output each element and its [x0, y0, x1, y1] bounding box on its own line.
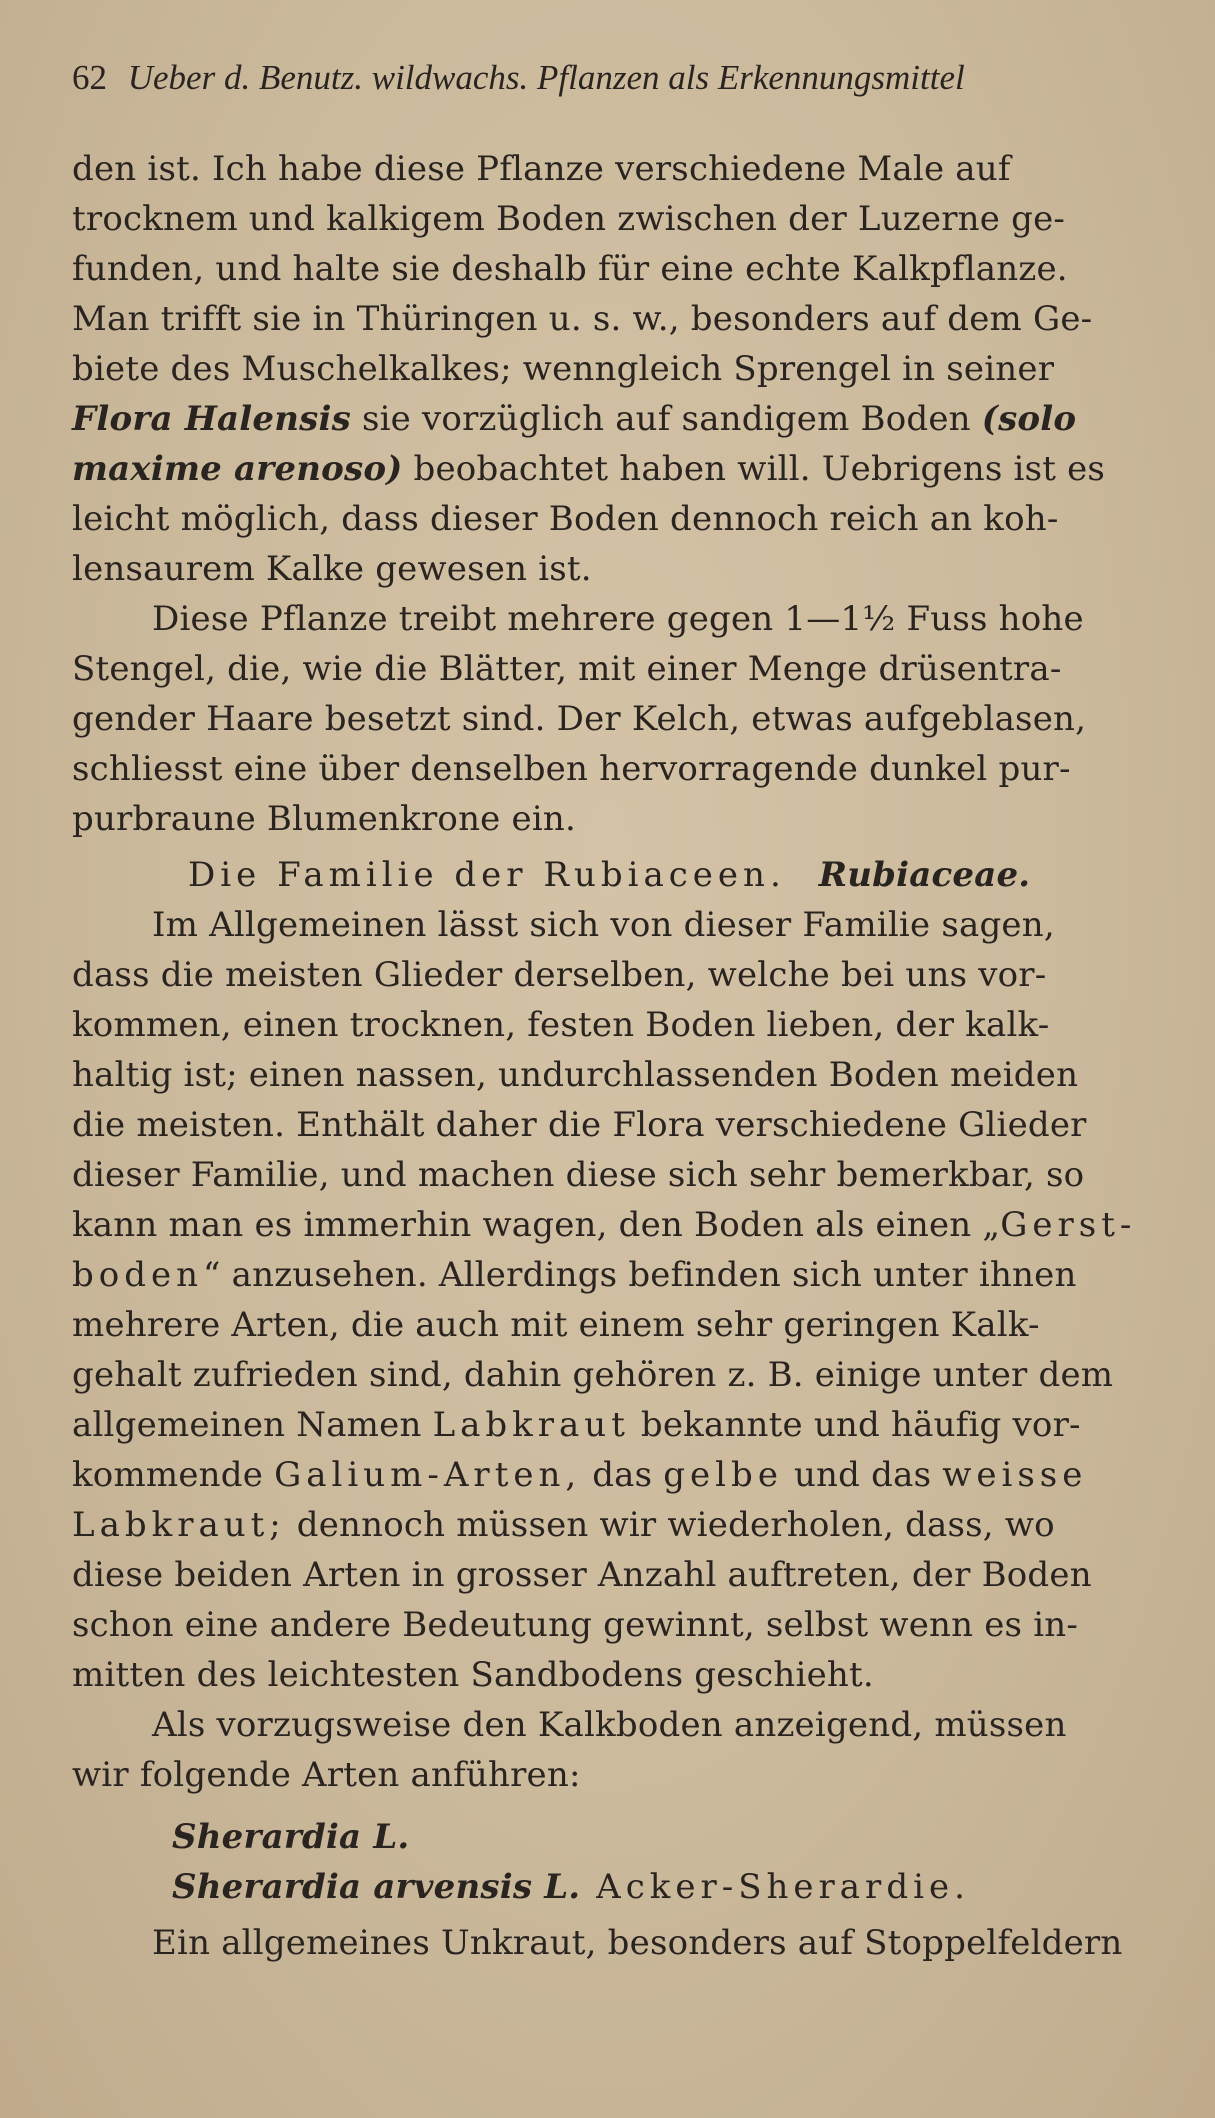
text-line: [72, 1500, 1055, 1550]
text-line: die meisten. Enthält daher die Flora verschiedene Glieder: [72, 1105, 1087, 1145]
text-line: Ein allgemeines Unkraut, besonders auf Stoppelfeldern: [152, 1923, 1123, 1963]
line-segment: sie vorzüglich auf sandigem Boden: [350, 399, 982, 439]
text-line: schon eine andere Bedeutung gewinnt, selbst wenn es in-: [72, 1605, 1079, 1645]
italic-term: (solo: [981, 399, 1077, 439]
text-line: wir folgende Arten anführen:: [72, 1755, 581, 1795]
text-line: den ist. Ich habe diese Pflanze verschiedene Male auf: [72, 149, 1011, 189]
text-line: dieser Familie, und machen diese sich sehr bemerkbar, so: [72, 1155, 1085, 1195]
text-line: Man trifft sie in Thüringen u. s. w., besonders auf dem Ge-: [72, 299, 1093, 339]
text-line: [72, 1450, 1087, 1500]
spaced-term: Labkraut;: [72, 1505, 286, 1545]
line-segment: “ anzusehen. Allerdings befinden sich unter ihnen: [203, 1255, 1077, 1295]
text-line: [72, 444, 1105, 494]
page-header: [72, 58, 1132, 108]
spaced-term: Galium-Arten,: [274, 1455, 582, 1495]
line-segment: das: [581, 1455, 664, 1495]
text-line: biete des Muschelkalkes; wenngleich Sprengel in seiner: [72, 349, 1055, 389]
text-line: [72, 1200, 1136, 1250]
line-segment: beobachtet haben will. Uebrigens ist es: [402, 449, 1106, 489]
text-line: funden, und halte sie deshalb für eine echte Kalkpflanze.: [72, 249, 1068, 289]
text-line: Als vorzugsweise den Kalkboden anzeigend, müssen: [152, 1705, 1067, 1745]
italic-term: maxime arenoso): [72, 449, 403, 489]
species-latin-name: Sherardia arvensis L.: [172, 1867, 581, 1907]
species-entry: [172, 1862, 970, 1912]
spaced-term: Gerst-: [1000, 1205, 1137, 1245]
spaced-term: gelbe: [663, 1455, 783, 1495]
text-line: schliesst eine über denselben hervorragende dunkel pur-: [72, 749, 1071, 789]
line-segment: dennoch müssen wir wiederholen, dass, wo: [285, 1505, 1055, 1545]
line-segment: und das: [782, 1455, 943, 1495]
section-heading: [188, 850, 1030, 900]
text-line: trocknem und kalkigem Boden zwischen der Luzerne ge-: [72, 199, 1066, 239]
text-line: leicht möglich, dass dieser Boden dennoch reich an koh-: [72, 499, 1059, 539]
line-segment: kann man es immerhin wagen, den Boden als einen „: [72, 1205, 1001, 1245]
text-line: lensaurem Kalke gewesen ist.: [72, 549, 592, 589]
species-genus: Sherardia L.: [172, 1817, 410, 1857]
spaced-term: weisse: [942, 1455, 1088, 1495]
text-line: [72, 1250, 1077, 1300]
line-segment: kommende: [72, 1455, 275, 1495]
text-line: Diese Pflanze treibt mehrere gegen 1—1½ Fuss hohe: [152, 599, 1084, 639]
section-latin-name: Rubiaceae.: [818, 855, 1031, 895]
page-number: 62: [72, 58, 107, 97]
species-common-name: Acker-Sherardie.: [580, 1867, 970, 1907]
text-line: dass die meisten Glieder derselben, welche bei uns vor-: [72, 955, 1047, 995]
spaced-term: boden: [72, 1255, 204, 1295]
italic-term: Flora Halensis: [72, 399, 351, 439]
text-line: [72, 394, 1076, 444]
text-line: mitten des leichtesten Sandbodens geschieht.: [72, 1655, 874, 1695]
text-line: gender Haare besetzt sind. Der Kelch, etwas aufgeblasen,: [72, 699, 1087, 739]
line-segment: bekannte und häufig vor-: [629, 1405, 1081, 1445]
running-title: Ueber d. Benutz. wildwachs. Pflanzen als Erkennungsmittel: [127, 58, 965, 97]
text-line: purbraune Blumenkrone ein.: [72, 799, 576, 839]
text-line: gehalt zufrieden sind, dahin gehören z. B. einige unter dem: [72, 1355, 1114, 1395]
text-line: kommen, einen trocknen, festen Boden lieben, der kalk-: [72, 1005, 1050, 1045]
text-line: haltig ist; einen nassen, undurchlassenden Boden meiden: [72, 1055, 1079, 1095]
text-line: Im Allgemeinen lässt sich von dieser Familie sagen,: [152, 905, 1055, 945]
section-title: Die Familie der Rubiaceen.: [188, 855, 786, 895]
text-line: diese beiden Arten in grosser Anzahl auftreten, der Boden: [72, 1555, 1092, 1595]
text-line: mehrere Arten, die auch mit einem sehr geringen Kalk-: [72, 1305, 1040, 1345]
line-segment: allgemeinen Namen: [72, 1405, 433, 1445]
text-line: Stengel, die, wie die Blätter, mit einer Menge drüsentra-: [72, 649, 1062, 689]
spaced-term: Labkraut: [432, 1405, 630, 1445]
text-line: [72, 1400, 1081, 1450]
